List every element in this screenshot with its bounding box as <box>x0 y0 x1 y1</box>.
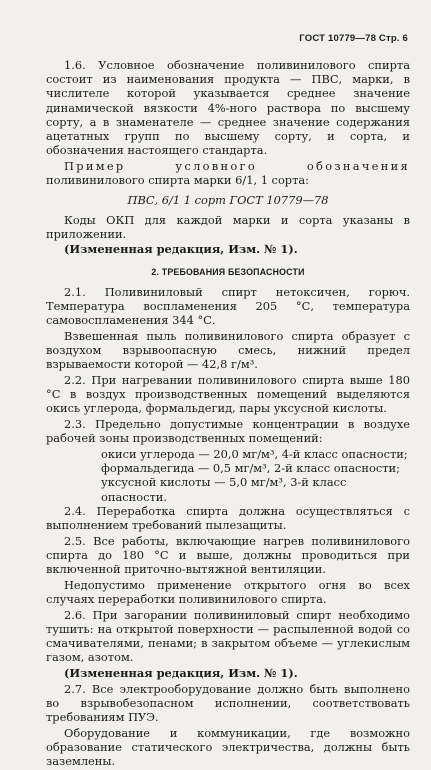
clause-2-7-grounding: Оборудование и коммуникации, где возможно образование статического электричества, должны быть заземлены. <box>46 725 410 769</box>
concentration-item-formaldehyde: формальдегида — 0,5 мг/м³, 2-й класс опасности; <box>101 461 400 476</box>
clause-2-6: 2.6. При загорании поливиниловый спирт необходимо тушить: на открытой поверхности — распыленной водой со смачивателями, пенами; в закрытом объеме — углекислым газом, азотом. <box>46 607 410 665</box>
amendment-note-2: (Измененная редакция, Изм. № 1). <box>64 666 298 681</box>
clause-2-5: 2.5. Все работы, включающие нагрев поливинилового спирта до 180 °С и выше, должны проводиться при включенной приточно-вытяжной вентиляции. <box>46 533 410 577</box>
concentration-item-co: окиси углерода — 20,0 мг/м³, 4-й класс опасности; <box>101 447 408 462</box>
document-body <box>46 58 410 770</box>
clause-2-2: 2.2. При нагревании поливинилового спирта выше 180 °С в воздух производственных помещений выделяются окись углерода, формальдегид, пары уксусной кислоты. <box>46 373 410 416</box>
clause-2-5-fire: Недопустимо применение открытого огня во всех случаях переработки поливинилового спирта. <box>46 577 410 607</box>
concentration-item-acetic-acid: уксусной кислоты — 5,0 мг/м³, 3-й класс опасности. <box>101 475 347 504</box>
example-intro-rest: поливинилового спирта марки 6/1, 1 сорта: <box>46 173 310 188</box>
okp-note: Коды ОКП для каждой марки и сорта указаны в приложении. <box>46 212 410 241</box>
clause-2-1-dust: Взвешенная пыль поливинилового спирта образует с воздухом взрывоопасную смесь, нижний предел взрываемости которой — 42,8 г/м³. <box>46 328 410 372</box>
running-header: ГОСТ 10779—78 Стр. 6 <box>299 33 408 44</box>
clause-1-6: 1.6. Условное обозначение поливинилового спирта состоит из наименования продукта — ПВС, марки, в числителе которой указывается среднее значение динамической вязкости 4%-ного раствора по высшему сорту, а в знаменателе — среднее значение содержания ацетатных групп по высшему сорту, и сорта, и обозначения настоящего стандарта. <box>46 58 410 158</box>
amendment-note-1: (Измененная редакция, Изм. № 1). <box>64 242 298 257</box>
section-2-title: 2. ТРЕБОВАНИЯ БЕЗОПАСНОСТИ <box>151 266 305 277</box>
clause-2-7: 2.7. Все электрооборудование должно быть выполнено во взрывобезопасном исполнении, соответствовать требованиям ПУЭ. <box>46 681 410 725</box>
clause-2-1: 2.1. Поливиниловый спирт нетоксичен, горюч. Температура воспламенения 205 °С, температура самовоспламенения 344 °С. <box>46 284 410 328</box>
clause-2-3: 2.3. Предельно допустимые концентрации в воздухе рабочей зоны производственных помещений: <box>46 417 410 446</box>
example-intro-spaced: Пример условного обозначения <box>64 158 410 173</box>
clause-2-4: 2.4. Переработка спирта должна осуществляться с выполнением требований пылезащиты. <box>46 503 410 533</box>
example-designation: ПВС, 6/1 1 сорт ГОСТ 10779—78 <box>127 193 329 208</box>
example-intro <box>46 159 410 187</box>
